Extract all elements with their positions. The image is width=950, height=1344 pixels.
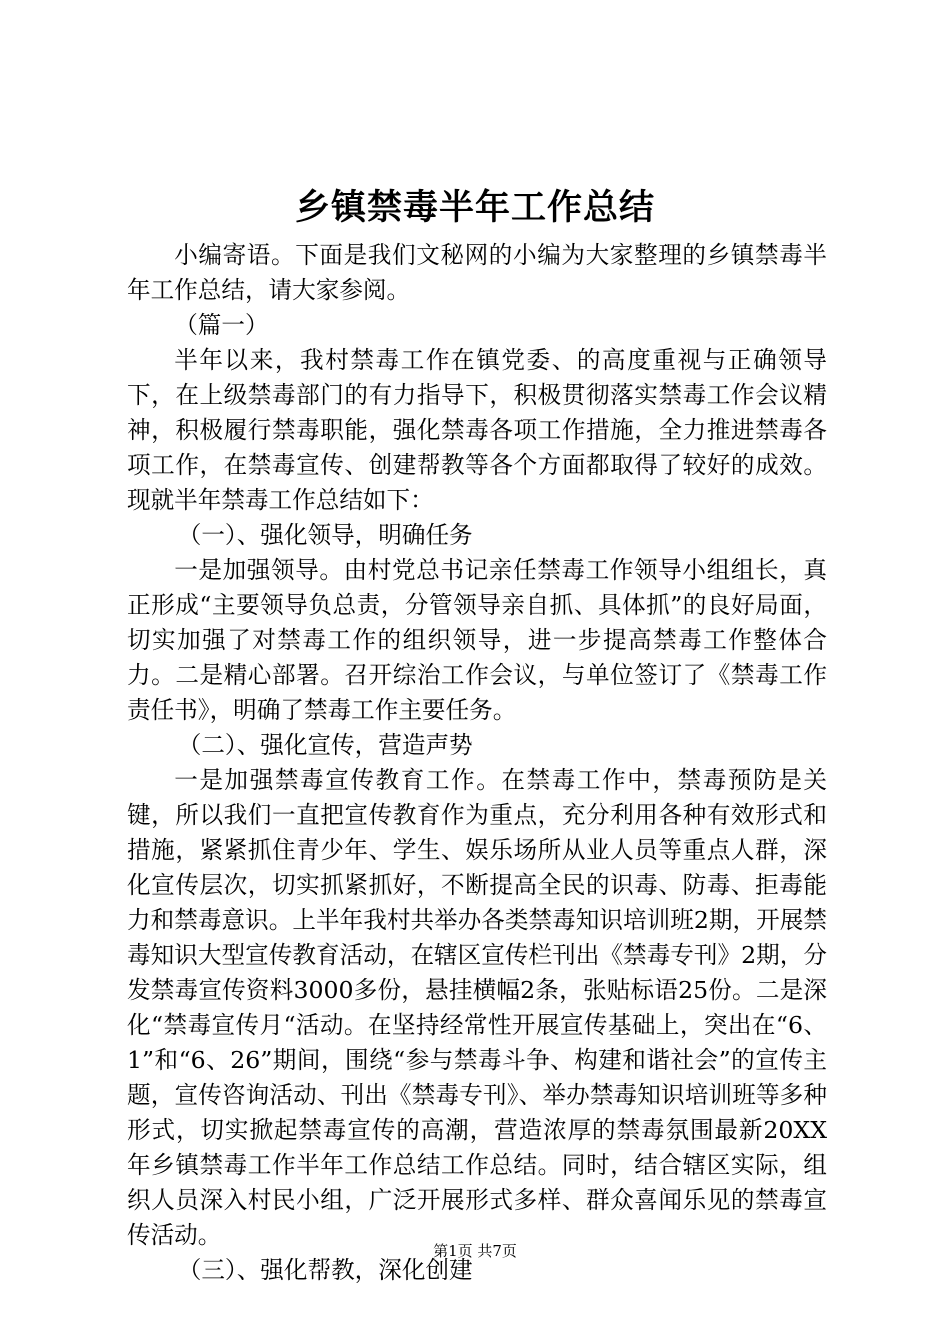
subheading: （三）、强化帮教，深化创建 [177,1256,473,1284]
intro-paragraph: 小编寄语。下面是我们文秘网的小编为大家整理的乡镇禁毒半年工作总结，请大家参阅。 [127,241,827,304]
subheading: （二）、强化宣传，营造声势 [177,731,473,759]
page-footer: 第1页 共7页 [433,1242,517,1260]
section-label: （篇一） [174,311,269,339]
body-paragraph: 一是加强领导。由村党总书记亲任禁毒工作领导小组组长，真正形成“主要领导负总责，分管领导亲自抓、具体抓”的良好局面，切实加强了对禁毒工作的组织领导，进一步提高禁毒工作整体合力。二是精心部署。召开综治工作会议，与单位签订了《禁毒工作责任书》，明确了禁毒工作主要任务。 [127,556,827,724]
document-body [127,238,827,1288]
body-paragraph: 一是加强禁毒宣传教育工作。在禁毒工作中，禁毒预防是关键，所以我们一直把宣传教育作为重点，充分利用各种有效形式和措施，紧紧抓住青少年、学生、娱乐场所从业人员等重点人群，深化宣传层次，切实抓紧抓好，不断提高全民的识毒、防毒、拒毒能力和禁毒意识。上半年我村共举办各类禁毒知识培训班2期，开展禁毒知识大型宣传教育活动，在辖区宣传栏刊出《禁毒专刊》2期，分发禁毒宣传资料3000多份，悬挂横幅2条，张贴标语25份。二是深化“禁毒宣传月“活动。在坚持经常性开展宣传基础上，突出在“6、1”和“6、26”期间，围绕“参与禁毒斗争、构建和谐社会”的宣传主题，宣传咨询活动、刊出《禁毒专刊》、举办禁毒知识培训班等多种形式，切实掀起禁毒宣传的高潮，营造浓厚的禁毒氛围最新20XX年乡镇禁毒工作半年工作总结工作总结。同时，结合辖区实际，组织人员深入村民小组，广泛开展形式多样、群众喜闻乐见的禁毒宣传活动。 [127,766,827,1249]
document-title: 乡镇禁毒半年工作总结 [294,187,655,228]
subheading: （一）、强化领导，明确任务 [177,521,473,549]
body-paragraph: 半年以来，我村禁毒工作在镇党委、的高度重视与正确领导下，在上级禁毒部门的有力指导下，积极贯彻落实禁毒工作会议精神，积极履行禁毒职能，强化禁毒各项工作措施，全力推进禁毒各项工作，在禁毒宣传、创建帮教等各个方面都取得了较好的成效。现就半年禁毒工作总结如下： [127,346,827,514]
